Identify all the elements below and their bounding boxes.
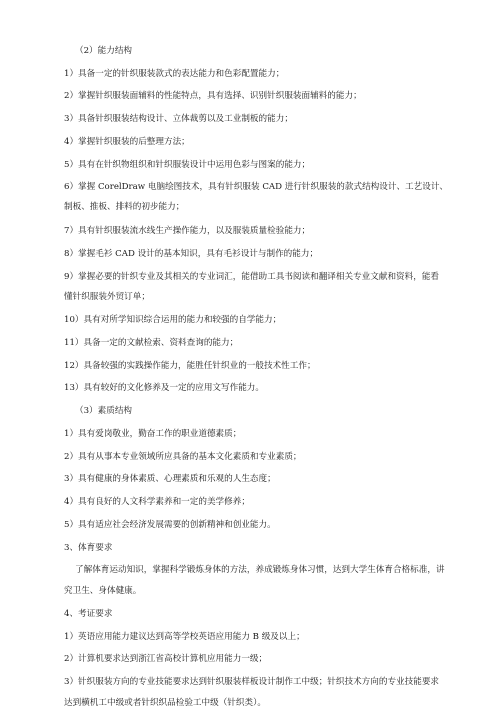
- list-item: 1）英语应用能力建议达到高等学校英语应用能力 B 级及以上；: [64, 632, 305, 642]
- list-item: 11）具备一定的文献检索、资料查询的能力；: [64, 338, 239, 348]
- list-item: 4）掌握针织服装的后整理方法；: [64, 137, 190, 147]
- list-item: 3）具备针织服装结构设计、立体裁剪以及工业制板的能力；: [64, 114, 293, 124]
- list-item: 13）具有较好的文化修养及一定的应用文写作能力。: [64, 383, 264, 393]
- list-item: 2）具有从事本专业领域所应具备的基本文化素质和专业素质；: [64, 452, 302, 462]
- list-item: 4）具有良好的人文科学素养和一定的美学修养；: [64, 497, 250, 507]
- list-item: 5）具有在针织物组织和针织服装设计中运用色彩与图案的能力；: [64, 160, 311, 170]
- list-item: 1）具有爱岗敬业，勤奋工作的职业道德素质；: [64, 429, 242, 439]
- list-item: 9）掌握必要的针织专业及其相关的专业词汇，能借助工具书阅读和翻译相关专业文献和资料，能看: [64, 272, 440, 282]
- section-heading-certificate: 4、考证要求: [64, 609, 113, 619]
- section-heading-quality: （3）素质结构: [75, 406, 133, 416]
- list-item: 6）掌握 CorelDraw 电脑绘图技术，具有针织服装 CAD 进行针织服装的款式结构设计、工艺设计、: [64, 182, 449, 192]
- list-item-continuation: 懂针织服装外贸订单；: [64, 292, 150, 302]
- list-item: 2）计算机要求达到浙江省高校计算机应用能力一级；: [64, 654, 268, 664]
- list-item: 12）具备较强的实践操作能力，能胜任针织业的一般技术性工作；: [64, 361, 316, 371]
- list-item: 7）具有针织服装流水线生产操作能力，以及服装质量检验能力；: [64, 226, 311, 236]
- section-heading-ability: （2）能力结构: [75, 46, 133, 56]
- section-heading-pe: 3、体育要求: [64, 543, 113, 553]
- list-item: 8）掌握毛衫 CAD 设计的基本知识，具有毛衫设计与制作的能力；: [64, 249, 319, 259]
- list-item-continuation: 达到横机工中级或者针织织品检验工中级（针织类）。: [64, 698, 266, 708]
- list-item: 5）具有适应社会经济发展需要的创新精神和创业能力。: [64, 520, 276, 530]
- list-item: 10）具有对所学知识综合运用的能力和较强的自学能力；: [64, 315, 282, 325]
- list-item: 1）具备一定的针织服装款式的表达能力和色彩配置能力；: [64, 69, 285, 79]
- paragraph: 了解体育运动知识，掌握科学锻炼身体的方法，养成锻炼身体习惯，达到大学生体育合格标准，讲: [75, 565, 445, 575]
- list-item: 2）掌握针织服装面辅料的性能特点，具有选择、识别针织服装面辅料的能力；: [64, 91, 362, 101]
- list-item-continuation: 制板、推板、排料的初步能力；: [64, 202, 185, 212]
- paragraph-continuation: 究卫生、身体健康。: [64, 586, 142, 596]
- list-item: 3）具有健康的身体素质、心理素质和乐观的人生态度；: [64, 474, 276, 484]
- list-item: 3）针织服装方向的专业技能要求达到针织服装样板设计制作工中级；针织技术方向的专业技能要求: [64, 677, 440, 687]
